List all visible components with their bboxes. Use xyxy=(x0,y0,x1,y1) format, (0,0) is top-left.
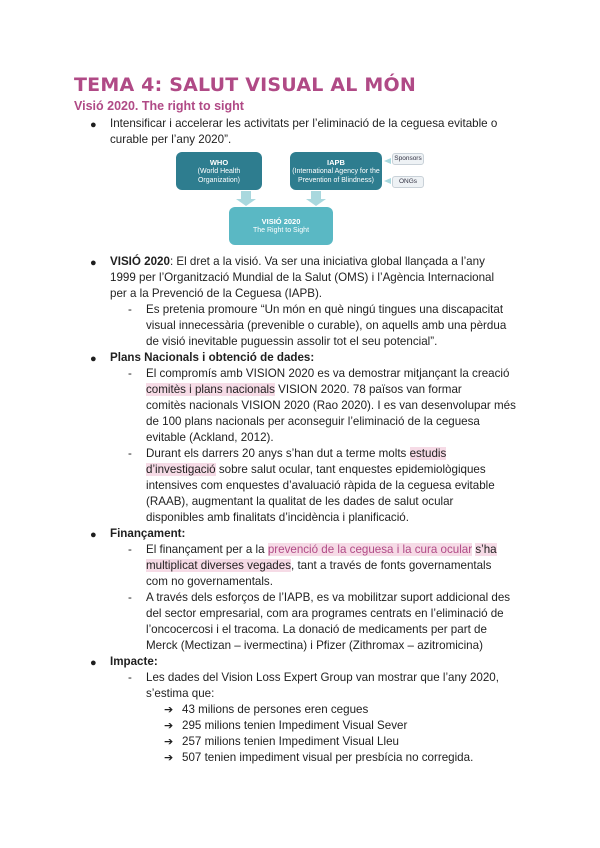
vision-sub-line-3: de visió inevitable puguessin assolir tot el seu potencial”. xyxy=(146,335,438,348)
plans-b-line-1: Durant els darrers 20 anys s’han dut a terme molts estudis xyxy=(146,447,447,460)
vision-sub-line-1: Es pretenia promoure “Un món en què ningú tingues una discapacitat xyxy=(146,303,504,316)
arrow-down-icon xyxy=(236,191,256,206)
impact-line-2: s’estima que: xyxy=(146,687,215,700)
diagram-label-ongs: ONGs xyxy=(392,176,424,188)
vision-line-2: 1999 per l’Organització Mundial de la Salut (OMS) i l’Agència Internacional xyxy=(110,271,495,284)
finance-b-line-4: Merck (Mectizan – ivermectina) i Pfizer (Zithromax – azitromicina) xyxy=(146,639,483,652)
impact-heading: Impacte: xyxy=(110,655,158,668)
plans-a-line-5: evitable (Ackland, 2012). xyxy=(146,431,274,444)
impact-item: 295 milions tenien Impediment Visual Sever xyxy=(182,719,408,732)
plans-a-line-3: comitès nacionals VISION 2020 (Rao 2020). I es van desenvolupar més xyxy=(146,399,516,412)
bullet-icon: ● xyxy=(90,657,97,669)
plans-a-line-2: comitès i plans nacionals VISION 2020. 78 països van formar xyxy=(146,383,462,396)
diagram-box-vision-2020: VISIÓ 2020 The Right to Sight xyxy=(229,207,333,245)
dash-marker: - xyxy=(128,671,132,684)
vision-line-1: VISIÓ 2020: El dret a la visió. Va ser una iniciativa global llançada a l’any xyxy=(110,255,485,268)
intro-line-1: Intensificar i accelerar les activitats per l’eliminació de la ceguesa evitable o xyxy=(110,117,498,130)
finance-a-line-3: com no governamentals. xyxy=(146,575,273,588)
plans-a-line-4: de 100 plans nacionals per aconseguir l’eliminació de la ceguesa xyxy=(146,415,480,428)
arrow-left-icon xyxy=(384,178,391,184)
finance-heading: Finançament: xyxy=(110,527,186,540)
arrow-down-icon xyxy=(306,191,326,206)
finance-b-line-1: A través dels esforços de l’IAPB, es va mobilitzar suport addicional des xyxy=(146,591,511,604)
plans-b-line-5: disponibles amb finalitats d’incidència i planificació. xyxy=(146,511,409,524)
arrow-right-icon: ➔ xyxy=(164,720,174,732)
impact-item: 43 milions de persones eren cegues xyxy=(182,703,369,716)
plans-a-line-1: El compromís amb VISION 2020 es va demostrar mitjançant la creació xyxy=(146,367,510,380)
section-subtitle: Visió 2020. The right to sight xyxy=(74,99,244,113)
impact-line-1: Les dades del Vision Loss Expert Group van mostrar que l’any 2020, xyxy=(146,671,499,684)
dash-marker: - xyxy=(128,543,132,556)
arrow-right-icon: ➔ xyxy=(164,736,174,748)
arrow-left-icon xyxy=(384,158,391,164)
arrow-right-icon: ➔ xyxy=(164,752,174,764)
finance-a-line-2: multiplicat diverses vegades, tant a través de fonts governamentals xyxy=(146,559,492,572)
dash-marker: - xyxy=(128,367,132,380)
diagram-box-iapb: IAPB (International Agency for the Prevention of Blindness) xyxy=(290,152,382,190)
finance-b-line-3: l’oncocercosi i el tracoma. La donació de medicaments per part de xyxy=(146,623,487,636)
bullet-icon: ● xyxy=(90,257,97,269)
vision-sub-line-2: visual innecessària (prevenible o curable), on aquells amb una pèrdua xyxy=(146,319,507,332)
dash-marker: - xyxy=(128,303,132,316)
bullet-icon: ● xyxy=(90,529,97,541)
plans-b-line-2: d’investigació sobre salut ocular, tant enquestes epidemiològiques xyxy=(146,463,486,476)
dash-marker: - xyxy=(128,591,132,604)
page-title: TEMA 4: SALUT VISUAL AL MÓN xyxy=(74,74,416,96)
bullet-icon: ● xyxy=(90,119,97,131)
bullet-icon: ● xyxy=(90,353,97,365)
dash-marker: - xyxy=(128,447,132,460)
diagram-box-who: WHO (World Health Organization) xyxy=(176,152,262,190)
impact-item: 257 milions tenien Impediment Visual Lleu xyxy=(182,735,399,748)
arrow-right-icon: ➔ xyxy=(164,704,174,716)
plans-b-line-4: (RAAB), augmentant la qualitat de les dades de salut ocular xyxy=(146,495,454,508)
finance-b-line-2: del sector empresarial, com ara programes centrats en l’eliminació de xyxy=(146,607,504,620)
impact-item: 507 tenien impediment visual per presbícia no corregida. xyxy=(182,751,474,764)
plans-b-line-3: intensives com enquestes d’avaluació ràpida de la ceguesa evitable xyxy=(146,479,495,492)
finance-a-line-1: El finançament per a la prevenció de la ceguesa i la cura ocular s’ha xyxy=(146,543,497,556)
diagram-label-sponsors: Sponsors xyxy=(392,153,424,165)
vision-line-3: per a la Prevenció de la Ceguesa (IAPB). xyxy=(110,287,323,300)
intro-line-2: curable per l’any 2020”. xyxy=(110,133,232,146)
plans-heading: Plans Nacionals i obtenció de dades: xyxy=(110,351,315,364)
